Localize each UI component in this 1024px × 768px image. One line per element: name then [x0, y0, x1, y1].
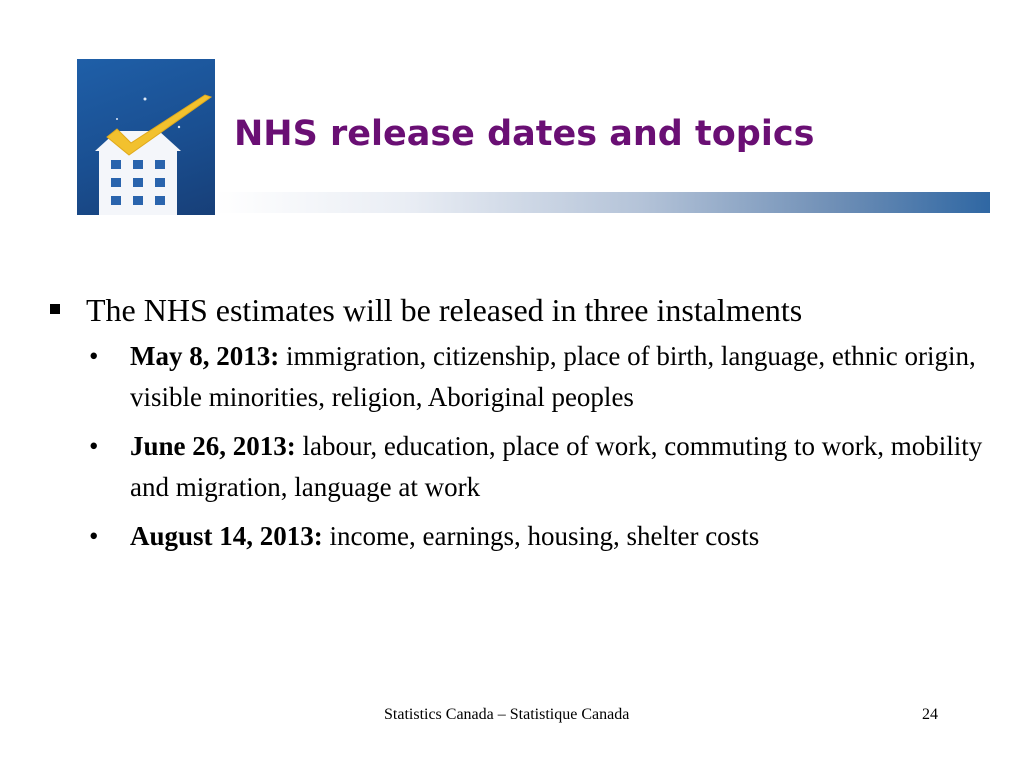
release-topics: income, earnings, housing, shelter costs	[322, 521, 760, 551]
star-icon	[144, 98, 147, 101]
release-item	[48, 336, 990, 418]
release-date: May 8, 2013:	[130, 341, 280, 371]
release-item	[48, 426, 990, 508]
release-date: August 14, 2013:	[130, 521, 323, 551]
release-topics: labour, education, place of work, commuting to work, mobility and migration, language at work	[130, 431, 983, 502]
title-underline-bar	[215, 192, 990, 213]
release-topics: immigration, citizenship, place of birth, language, ethnic origin, visible minorities, religion, Aboriginal peoples	[130, 341, 976, 412]
main-bullet-text: The NHS estimates will be released in three instalments	[86, 292, 803, 328]
release-item	[48, 516, 990, 557]
page-number: 24	[922, 706, 938, 723]
star-icon	[178, 126, 180, 128]
main-bullet	[48, 288, 998, 332]
footer-text: Statistics Canada – Statistique Canada	[384, 706, 630, 723]
star-icon	[116, 118, 118, 120]
nhs-logo	[77, 59, 215, 215]
square-bullet-icon	[50, 304, 60, 314]
bullet-dot-icon: •	[89, 431, 99, 461]
bullet-dot-icon: •	[89, 341, 99, 371]
nhs-house-checkmark-icon	[77, 59, 215, 215]
release-date: June 26, 2013:	[130, 431, 296, 461]
slide-title: NHS release dates and topics	[234, 114, 815, 154]
windows-grid	[111, 160, 165, 205]
bullet-dot-icon: •	[89, 521, 99, 551]
release-list	[48, 336, 998, 557]
slide-content	[48, 288, 998, 565]
